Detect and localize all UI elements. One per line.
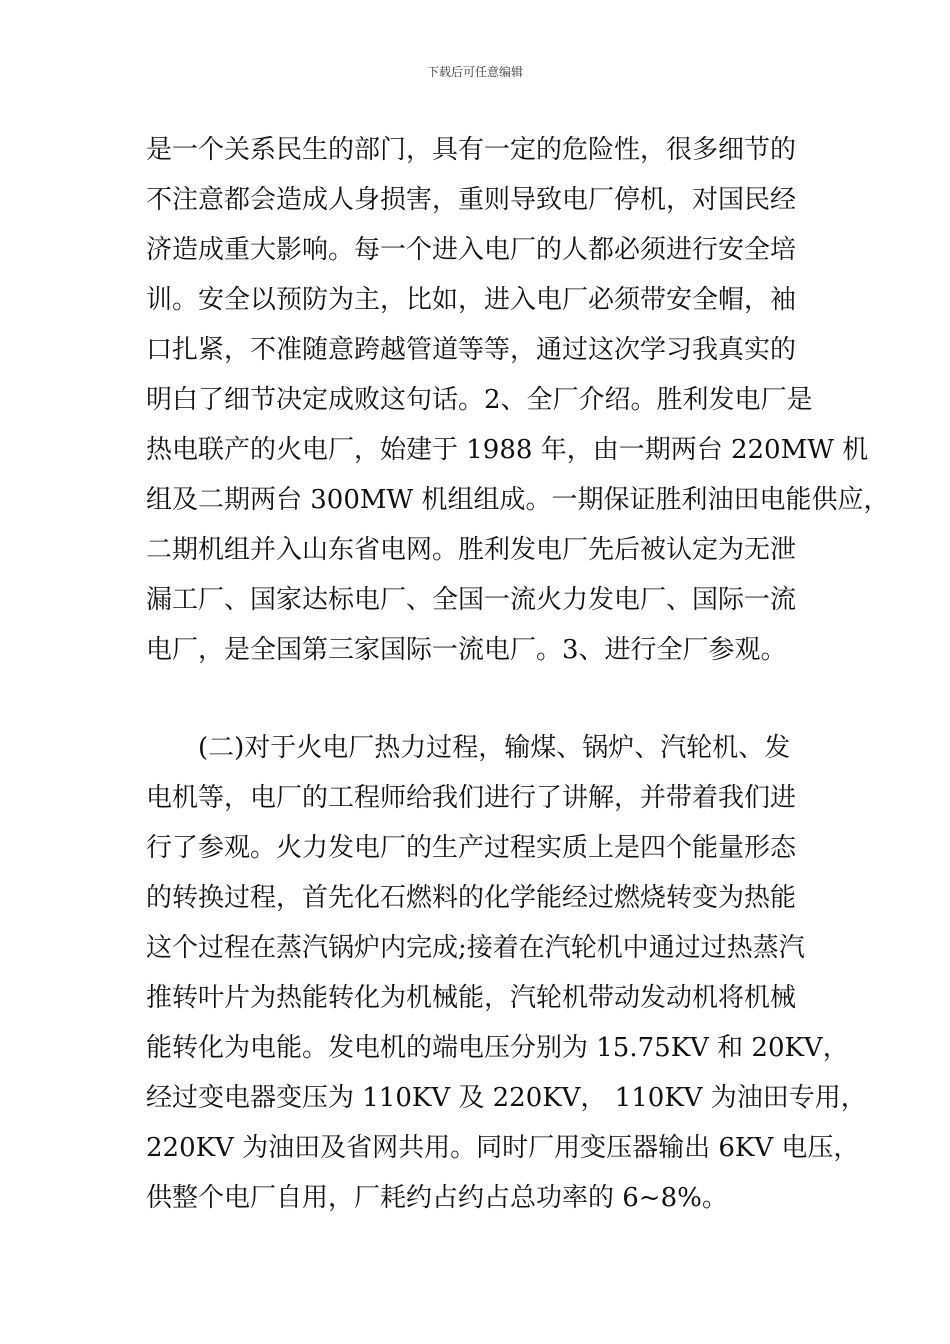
text-line: 口扎紧，不准随意跨越管道等等，通过这次学习我真实的 bbox=[146, 335, 797, 365]
text-line: 济造成重大影响。每一个进入电厂的人都必须进行安全培 bbox=[146, 235, 797, 265]
text-line: 组及二期两台 300MW 机组组成。一期保证胜利油田电能供应， bbox=[146, 485, 890, 515]
page-header: 下载后可任意编辑 bbox=[426, 65, 523, 79]
text-line: (二)对于火电厂热力过程，输煤、锅炉、汽轮机、发 bbox=[198, 733, 791, 763]
text-line: 行了参观。火力发电厂的生产过程实质上是四个能量形态 bbox=[146, 833, 797, 863]
text-line: 训。安全以预防为主，比如，进入电厂必须带安全帽，袖 bbox=[146, 285, 797, 315]
text-line: 不注意都会造成人身损害，重则导致电厂停机，对国民经 bbox=[146, 185, 797, 215]
text-line: 供整个电厂自用，厂耗约占约占总功率的 6~8%。 bbox=[146, 1183, 728, 1213]
text-line: 能转化为电能。发电机的端电压分别为 15.75KV 和 20KV， bbox=[146, 1033, 849, 1063]
text-line: 电厂，是全国第三家国际一流电厂。3、进行全厂参观。 bbox=[146, 635, 787, 665]
text-line: 明白了细节决定成败这句话。2、全厂介绍。胜利发电厂是 bbox=[146, 385, 813, 415]
text-line: 的转换过程，首先化石燃料的化学能经过燃烧转变为热能 bbox=[146, 883, 797, 913]
text-line: 是一个关系民生的部门，具有一定的危险性，很多细节的 bbox=[146, 135, 797, 165]
text-line: 二期机组并入山东省电网。胜利发电厂先后被认定为无泄 bbox=[146, 535, 797, 565]
text-line: 推转叶片为热能转化为机械能，汽轮机带动发动机将机械 bbox=[146, 983, 797, 1013]
text-line: 电机等，电厂的工程师给我们进行了讲解，并带着我们进 bbox=[146, 783, 797, 813]
text-line: 热电联产的火电厂，始建于 1988 年，由一期两台 220MW 机 bbox=[146, 435, 869, 465]
text-line: 这个过程在蒸汽锅炉内完成;接着在汽轮机中通过过热蒸汽 bbox=[146, 933, 805, 963]
text-line: 220KV 为油田及省网共用。同时厂用变压器输出 6KV 电压， bbox=[146, 1133, 860, 1163]
text-line: 经过变电器变压为 110KV 及 220KV， 110KV 为油田专用， bbox=[146, 1083, 867, 1113]
text-line: 漏工厂、国家达标电厂、全国一流火力发电厂、国际一流 bbox=[146, 585, 797, 615]
